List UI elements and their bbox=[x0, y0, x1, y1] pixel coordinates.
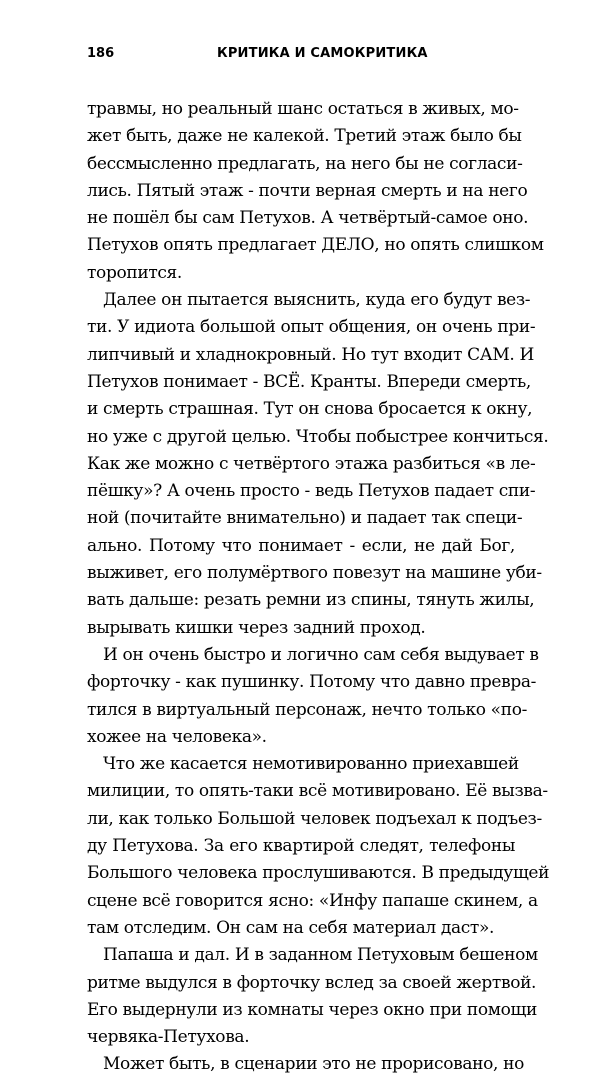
text-line: ально. Потому что понимает - если, не дай Бог, bbox=[87, 535, 515, 556]
text-line: выживет, его полумёртвого повезут на машине уби- bbox=[87, 563, 542, 584]
text-line: но уже с другой целью. Чтобы побыстрее кончиться. bbox=[87, 426, 549, 447]
text-line: ти. У идиота большой опыт общения, он очень при- bbox=[87, 317, 536, 338]
text-line: И он очень быстро и логично сам себя выдувает в bbox=[103, 644, 539, 665]
text-line: тился в виртуальный персонаж, нечто только «по- bbox=[87, 699, 527, 720]
text-line: бессмысленно предлагать, на него бы не согласи- bbox=[87, 153, 523, 174]
text-line: милиции, то опять-таки всё мотивировано. Её вызва- bbox=[87, 781, 548, 802]
text-line: сцене всё говорится ясно: «Инфу папаше скинем, а bbox=[87, 890, 538, 911]
text-line: Папаша и дал. И в заданном Петуховым бешеном bbox=[103, 945, 538, 966]
text-line: ду Петухова. За его квартирой следят, телефоны bbox=[87, 836, 515, 857]
text-line: и смерть страшная. Тут он снова бросается к окну, bbox=[87, 399, 533, 420]
text-line: ритме выдулся в форточку вслед за своей жертвой. bbox=[87, 972, 537, 993]
text-line: Может быть, в сценарии это не прорисовано, но bbox=[103, 1054, 524, 1075]
text-line: Большого человека прослушиваются. В предыдущей bbox=[87, 863, 550, 884]
text-line: лись. Пятый этаж - почти верная смерть и на него bbox=[87, 180, 528, 201]
text-line: Как же можно с четвёртого этажа разбиться «в ле- bbox=[87, 453, 536, 474]
text-line: червяка-Петухова. bbox=[87, 1027, 250, 1048]
page-number: 186 bbox=[87, 46, 115, 61]
text-line: вать дальше: резать ремни из спины, тянуть жилы, bbox=[87, 590, 535, 611]
text-line: хожее на человека». bbox=[87, 726, 267, 747]
text-line: Далее он пытается выяснить, куда его будут вез- bbox=[103, 290, 531, 311]
text-line: Что же касается немотивированно приехавшей bbox=[103, 754, 519, 775]
running-title: КРИТИКА И САМОКРИТИКА bbox=[217, 46, 428, 61]
page-header bbox=[87, 44, 515, 64]
text-line: не пошёл бы сам Петухов. А четвёртый-самое оно. bbox=[87, 208, 529, 229]
text-line: там отследим. Он сам на себя материал даст». bbox=[87, 917, 495, 938]
text-line: форточку - как пушинку. Потому что давно превра- bbox=[87, 672, 537, 693]
text-line: травмы, но реальный шанс остаться в живых, мо- bbox=[87, 99, 519, 119]
text-line: Петухов опять предлагает ДЕЛО, но опять слишком bbox=[87, 235, 544, 256]
text-line: ной (почитайте внимательно) и падает так специ- bbox=[87, 508, 523, 529]
text-line: вырывать кишки через задний проход. bbox=[87, 617, 426, 638]
text-line: ли, как только Большой человек подъехал к подъез- bbox=[87, 808, 542, 829]
text-line: жет быть, даже не калекой. Третий этаж было бы bbox=[87, 126, 522, 147]
text-line: Петухов понимает - ВСЁ. Кранты. Впереди смерть, bbox=[87, 371, 531, 392]
text-line: липчивый и хладнокровный. Но тут входит САМ. И bbox=[87, 344, 534, 365]
body-text bbox=[87, 96, 550, 1079]
text-line: пёшку»? А очень просто - ведь Петухов падает спи- bbox=[87, 481, 536, 502]
text-line: Его выдернули из комнаты через окно при помощи bbox=[87, 999, 537, 1020]
text-line: торопится. bbox=[87, 262, 182, 283]
